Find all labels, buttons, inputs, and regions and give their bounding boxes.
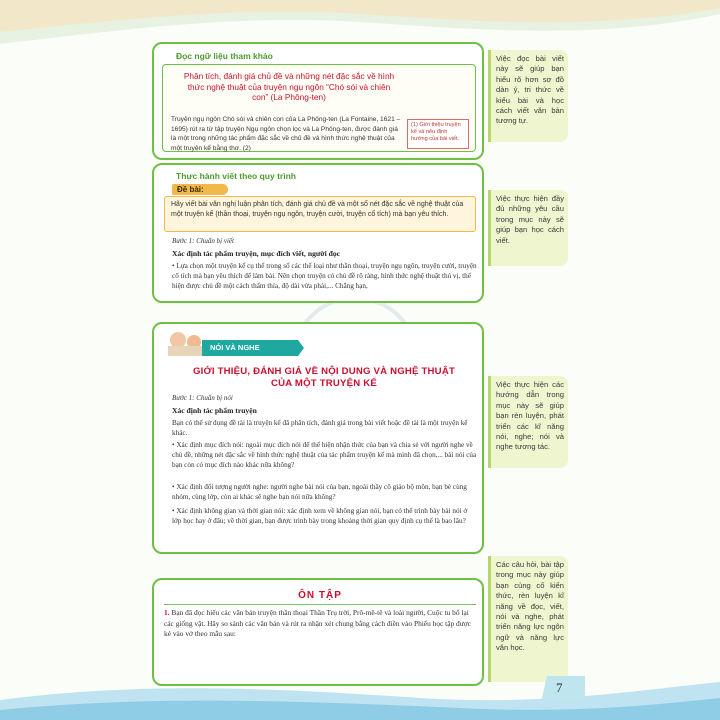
margin-note: (1) Giới thiệu truyện kể và nêu định hướng của bài viết. bbox=[407, 119, 469, 149]
sidebar-note-speaking: Việc thực hiện các hướng dẫn trong mục này sẽ giúp bạn rèn luyện, phát triển các kĩ năng nói, nghe; nói và nghe tương tác. bbox=[488, 376, 568, 468]
page-number: 7 bbox=[556, 680, 563, 695]
step-paragraph: • Lựa chọn một truyện kể cụ thể trong số các thể loại như thần thoại, truyện ngụ ngôn, truyện cười, truyện cổ tích mà bạn yêu thích để làm bài. Nên chọn truyện có chủ đề rõ ràng, hình thức nghệ thuật thú vị, thể hiện được chủ đề một cách thấm thía, độ dài vừa phải,... Chẳng hạn, bbox=[172, 262, 477, 291]
reference-heading: Phân tích, đánh giá chủ đề và những nét đặc sắc về hình thức nghệ thuật của truyện ngụ ngôn “Chó sói và chiên con” (La Phông-ten) bbox=[183, 71, 395, 102]
question-text: Bạn đã đọc hiểu các văn bản truyện thần thoại Thần Trụ trời, Prô-mê-tê và loài người, Cuộc tu bổ lại các giống vật. Hãy so sánh các văn bản và rút ra nhận xét chung bằng cách điền vào Phiếu học tập được kẻ vào vở theo mẫu sau: bbox=[164, 608, 471, 638]
step-subheading: Xác định tác phẩm truyện, mục đích viết, người đọc bbox=[172, 249, 341, 258]
speaking-paragraph: Bạn có thể sử dụng đề tài là truyện kể đã phân tích, đánh giá trong bài viết hoặc đề tài là một truyện kể khác. bbox=[172, 419, 468, 438]
review-question bbox=[164, 608, 476, 640]
student-icon bbox=[170, 332, 186, 348]
review-divider bbox=[164, 604, 476, 605]
question-number: 1. bbox=[164, 608, 170, 617]
step-subheading: Xác định tác phẩm truyện bbox=[172, 406, 257, 415]
reference-body: Truyện ngụ ngôn Chó sói và chiên con của La Phông-ten (La Fontaine, 1621 – 1695) rút ra từ tập truyện Ngụ ngôn chọn lọc và La Phông-ten, được đánh giá là một trong những tác phẩm đặc sắc về chủ đề và hình thức nghệ thuật của một truyện kể bằng thơ. (2) bbox=[171, 116, 401, 152]
bottom-decoration bbox=[0, 660, 720, 720]
section-title-writing: Thực hành viết theo quy trình bbox=[176, 171, 296, 181]
sidebar-note-writing: Việc thực hiện đầy đủ những yêu cầu trong mục này sẽ giúp bạn học cách viết. bbox=[488, 190, 568, 266]
reference-text-frame bbox=[162, 64, 476, 152]
speaking-banner-label: NÓI VÀ NGHE bbox=[210, 343, 260, 352]
sidebar-note-reading: Việc đọc bài viết này sẽ giúp bạn hiểu rõ hơn sơ đồ dàn ý, tri thức về kiểu bài và học cách viết văn bản tương tự. bbox=[488, 50, 568, 142]
writing-practice-box bbox=[152, 163, 484, 303]
task-label: Đề bài: bbox=[172, 184, 228, 195]
speaking-section-title: GIỚI THIỆU, ĐÁNH GIÁ VỀ NỘI DUNG VÀ NGHỆ THUẬT CỦA MỘT TRUYỆN KỂ bbox=[192, 366, 456, 389]
speaking-paragraph: • Xác định đối tượng người nghe: người nghe bài nói của bạn, ngoài thầy cô giáo bộ môn, bạn bè cùng nhóm, cùng lớp, còn ai khác sẽ nghe bạn nói nữa không? bbox=[172, 483, 467, 502]
reference-reading-box bbox=[152, 42, 484, 160]
speaking-paragraph: • Xác định không gian và thời gian nói: xác định xem về không gian nói, bạn có thể trình bày bài nói ở lớp học hay ở đâu; về thời gian, bạn được trình bày trong khoảng thời gian quy định cụ thể là bao lâu? bbox=[172, 507, 468, 526]
speaking-listening-box bbox=[152, 322, 484, 554]
sidebar-note-review: Các câu hỏi, bài tập trong mục này giúp bạn củng cố kiến thức, rèn luyện kĩ năng về đọc, viết, nói và nghe, phát triển năng lực ngôn ngữ và năng lực văn học. bbox=[488, 556, 568, 682]
section-title-reading: Đọc ngữ liệu tham khảo bbox=[176, 51, 273, 61]
page-number-badge bbox=[541, 676, 585, 702]
review-title: ÔN TẬP bbox=[298, 590, 342, 601]
task-body: Hãy viết bài văn nghị luận phân tích, đánh giá chủ đề và một số nét đặc sắc về nghệ thuật của một truyện kể (thần thoại, truyện ngụ ngôn, truyện cười, truyện cổ tích) mà bạn yêu thích. bbox=[164, 196, 476, 232]
step-label: Bước 1: Chuẩn bị nói bbox=[172, 394, 233, 402]
step-label: Bước 1: Chuẩn bị viết bbox=[172, 237, 234, 245]
speaking-paragraph: • Xác định mục đích nói: ngoài mục đích nói để thể hiện nhận thức của bạn và chia sẻ với người nghe về chủ đề, những nét đặc sắc về hình thức nghệ thuật của tác phẩm truyện kể mà mình đã chọn,... bài nói của bạn còn có mục đích nào khác nữa không? bbox=[172, 441, 477, 470]
